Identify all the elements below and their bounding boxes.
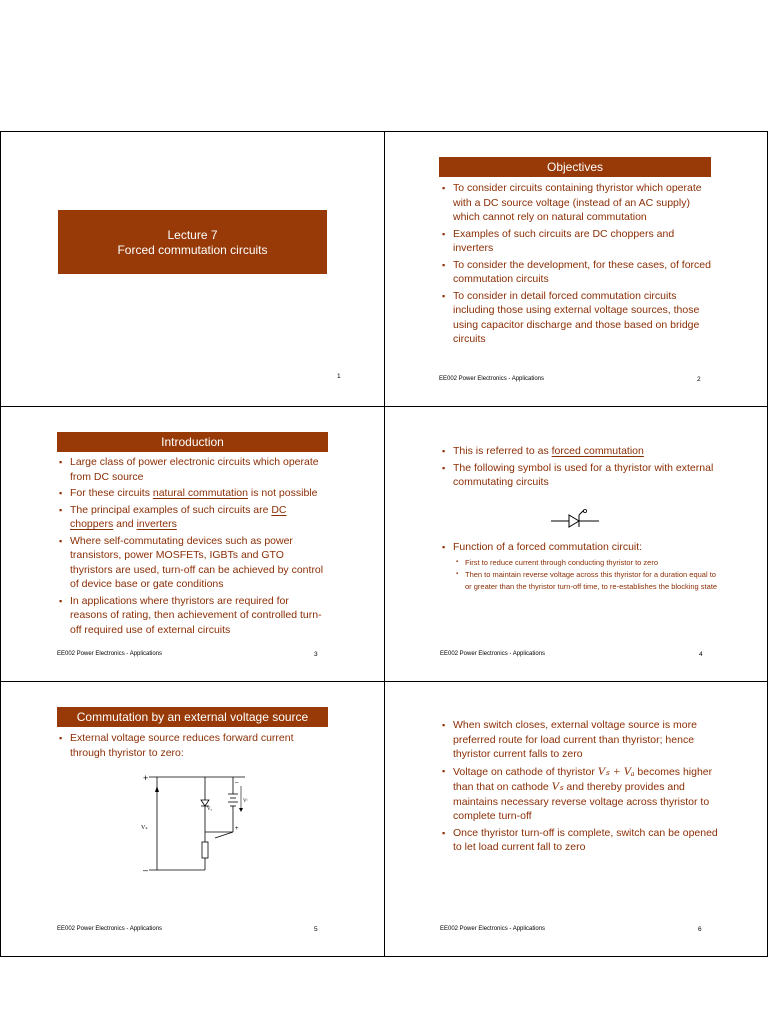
slide-5 [1, 682, 384, 957]
list-item: ▪ Where self-commutating devices such as power transistors, power MOSFETs, IGBTs and GTO thyristors are used, turn-off can be achieved by control of device base or gate conditions [57, 534, 327, 592]
function-sublist [453, 557, 720, 593]
minus-right-label: – [235, 780, 239, 786]
lecture-title: Forced commutation circuits [117, 243, 268, 257]
slide-footer: EE002 Power Electronics - Applications [57, 651, 163, 657]
slide-footer: EE002 Power Electronics - Applications [440, 651, 546, 657]
lecture-title-box [58, 210, 327, 274]
circuit-diagram [135, 772, 255, 882]
slide-footer: EE002 Power Electronics - Applications [440, 926, 546, 932]
inverters-term: inverters [136, 518, 177, 530]
forced-commutation-list [440, 444, 718, 492]
list-item: ▪ The following symbol is used for a thyristor with external commutating circuits [440, 461, 718, 490]
slide-3 [1, 407, 384, 682]
vc-label: Vᶜ [243, 799, 248, 804]
slide-6 [385, 682, 768, 957]
slide-title: Objectives [439, 157, 711, 177]
page-number: 5 [314, 926, 318, 933]
switch-operation-list [440, 718, 720, 857]
vs-expression: Vₛ [551, 779, 564, 793]
text: This is referred to as [453, 445, 552, 457]
list-item: ▪ To consider the development, for these cases, of forced commutation circuits [440, 258, 716, 287]
vs-label: Vₛ [141, 825, 148, 831]
page-number: 6 [698, 926, 702, 933]
list-item: ▪ To consider in detail forced commutation circuits including those using external voltage sources, those using capacitor discharge and those based on bridge circuits [440, 289, 716, 347]
text: and thereby provides and maintains necessary reverse voltage across thyristor to complete turn-off [453, 781, 710, 822]
slide-footer: EE002 Power Electronics - Applications [439, 376, 545, 382]
text: Function of a forced commutation circuit: [453, 541, 643, 553]
text: is not possible [248, 487, 318, 499]
page-number: 4 [699, 651, 703, 658]
page-number: 2 [697, 376, 701, 383]
list-item: ▪ Large class of power electronic circuits which operate from DC source [57, 455, 327, 484]
slide-title: Introduction [57, 432, 328, 452]
list-item: ▪ Once thyristor turn-off is complete, switch can be opened to let load current fall to zero [440, 826, 720, 855]
text: Voltage on cathode of thyristor [453, 765, 598, 778]
dc-choppers-term: DC choppers [70, 503, 287, 530]
function-list [440, 540, 720, 594]
natural-commutation-term: natural commutation [152, 487, 248, 499]
list-item: ▪ First to reduce current through conducting thyristor to zero [453, 557, 720, 569]
forced-commutation-term: forced commutation [551, 445, 644, 457]
plus-right-label: + [235, 826, 239, 832]
slide-1 [1, 132, 384, 407]
slide-2 [385, 132, 768, 407]
list-item: ▪ In applications where thyristors are required for reasons of rating, then achievement of controlled turn-off required use of external circuits [57, 594, 327, 638]
list-item [440, 764, 720, 824]
slide-title: Commutation by an external voltage source [57, 707, 328, 727]
list-item: ▪ To consider circuits containing thyristor which operate with a DC source voltage (instead of an AC supply) which cannot rely on natural commutation [440, 181, 716, 225]
thyristor-symbol-icon [551, 509, 601, 531]
slide-footer: EE002 Power Electronics - Applications [57, 926, 163, 932]
external-source-list [57, 731, 327, 762]
text: The principal examples of such circuits are [70, 503, 272, 516]
vs-plus-va-expression: Vₛ + Vₐ [597, 763, 635, 778]
text: becomes higher than that on cathode [453, 765, 713, 793]
lecture-number: Lecture 7 [167, 228, 218, 242]
text: For these circuits [70, 487, 153, 499]
list-item [57, 503, 327, 532]
list-item: ▪ When switch closes, external voltage source is more preferred route for load current than thyristor; hence thyristor current falls to zero [440, 718, 720, 762]
list-item: ▪ Examples of such circuits are DC choppers and inverters [440, 227, 716, 256]
slide-4 [385, 407, 768, 682]
page-number: 3 [314, 651, 318, 658]
plus-top-label: + [143, 773, 149, 783]
list-item [440, 540, 720, 592]
objectives-list [440, 181, 716, 349]
list-item [440, 444, 718, 459]
minus-bottom-label: – [143, 865, 149, 875]
text: and [113, 518, 137, 530]
list-item [57, 486, 327, 501]
list-item: ▪ Then to maintain reverse voltage across this thyristor for a duration equal to or greater than the thyristor turn-off time, to re-establishes the blocking state [453, 569, 720, 592]
list-item: ▪ External voltage source reduces forward current through thyristor to zero: [57, 731, 327, 760]
page-number: 1 [337, 373, 341, 380]
va-label: Vₐ [207, 807, 212, 812]
introduction-list [57, 455, 327, 639]
